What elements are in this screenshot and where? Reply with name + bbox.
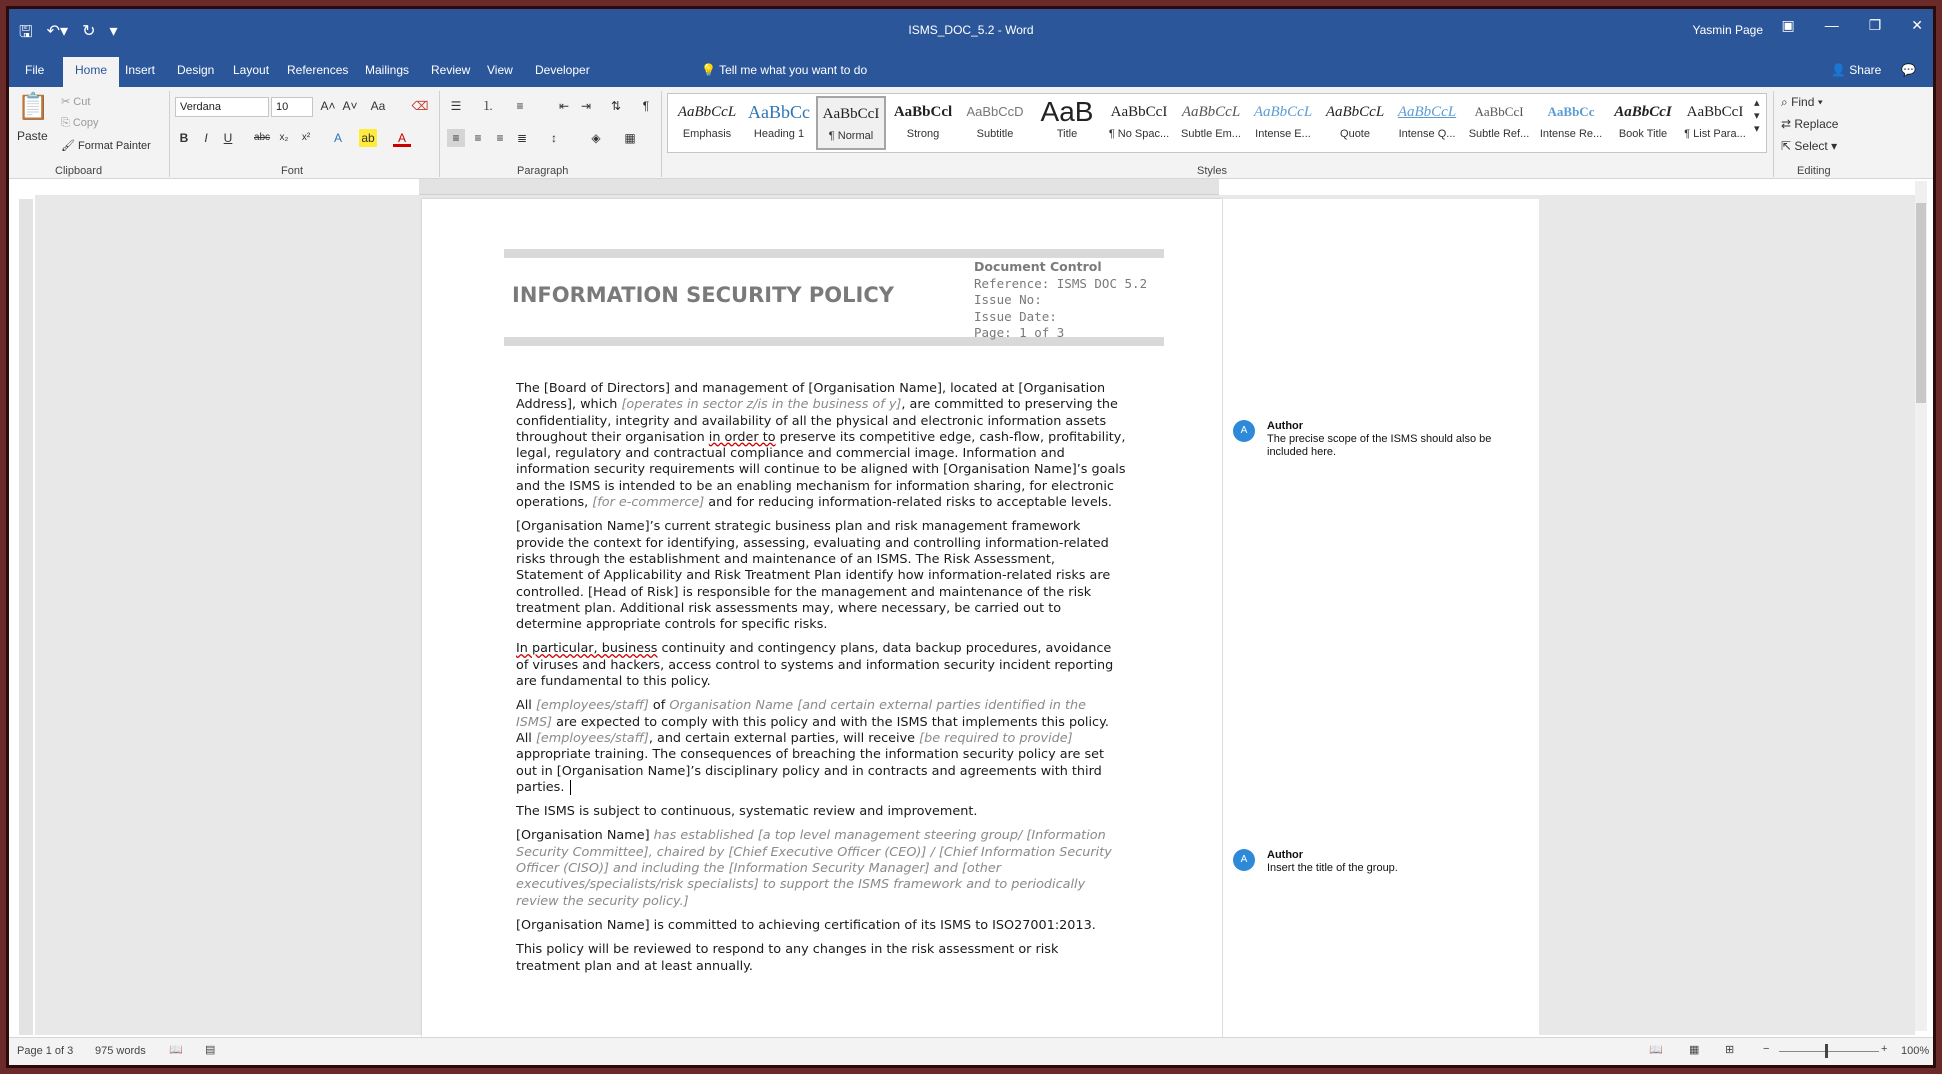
font-color-icon[interactable]: A — [393, 129, 411, 147]
print-layout-icon[interactable]: ▦ — [1689, 1044, 1700, 1056]
reference-line: Reference: ISMS DOC 5.2 — [974, 275, 1148, 291]
justify-icon[interactable]: ≣ — [516, 131, 528, 145]
document-control — [974, 259, 1147, 342]
paragraph: [Organisation Name] has established [a top level management steering group/ [Information Security Committee], chaired by [Chief Executive Officer (CEO)] / [Chief Information Security Officer (CISO)] and including the [Information Security Manager] and [other executives/specialists/risk specialists] to support the ISMS framework and to periodically review the security policy.] — [516, 828, 1112, 909]
change-case-icon[interactable]: Aa — [370, 99, 386, 113]
comments-icon[interactable]: 💬 — [1901, 63, 1916, 77]
style-title[interactable]: AaB Title — [1040, 96, 1094, 140]
italic-icon[interactable]: I — [204, 131, 208, 145]
window-title: ISMS_DOC_5.2 - Word — [908, 23, 1034, 37]
style-normal[interactable]: AaBbCcI ¶ Normal — [816, 96, 886, 150]
grow-font-icon[interactable]: A˄ — [320, 99, 336, 113]
comment-avatar: A — [1233, 420, 1255, 442]
editing-group-label: Editing — [1797, 165, 1831, 177]
paragraph: The ISMS is subject to continuous, systematic review and improvement. — [516, 804, 978, 820]
replace-button[interactable]: ⇄ Replace — [1781, 117, 1839, 131]
document-control-heading: Document Control — [974, 259, 1102, 274]
style-intense-reference[interactable]: AaBbCc Intense Re... — [1539, 104, 1603, 140]
tab-developer[interactable]: Developer — [535, 63, 590, 77]
text-effects-icon[interactable]: A — [333, 131, 342, 145]
line-spacing-icon[interactable]: ↕ — [551, 131, 557, 145]
zoom-out-icon[interactable]: − — [1763, 1043, 1770, 1055]
web-layout-icon[interactable]: ⊞ — [1725, 1044, 1735, 1056]
redo-icon[interactable]: ↻ — [82, 23, 96, 40]
style-intense-emphasis[interactable]: AaBbCcL Intense E... — [1253, 104, 1313, 140]
window-controls — [1781, 17, 1923, 34]
underline-icon[interactable]: U — [223, 131, 233, 145]
copy-icon: ⎘ — [61, 117, 73, 129]
style-intense-quote[interactable]: AaBbCcL Intense Q... — [1397, 104, 1457, 140]
styles-group-label: Styles — [1197, 165, 1227, 177]
customize-qat-icon[interactable]: ▾ — [109, 23, 118, 40]
style-subtitle[interactable]: AaBbCcD Subtitle — [966, 104, 1024, 140]
divider — [169, 91, 170, 177]
scroll-thumb[interactable] — [1916, 203, 1926, 403]
align-left-icon[interactable]: ≡ — [447, 129, 465, 147]
style-list-paragraph[interactable]: AaBbCcI ¶ List Para... — [1684, 104, 1746, 140]
superscript-icon[interactable]: x² — [301, 132, 311, 143]
restore-icon[interactable]: ❐ — [1868, 17, 1882, 33]
header-block — [504, 249, 1164, 349]
divider — [661, 91, 662, 177]
document-body[interactable] — [516, 381, 1126, 983]
scissors-icon: ✂ — [61, 96, 74, 108]
copy-button[interactable]: ⎘ Copy — [61, 117, 99, 129]
clipboard-group-label: Clipboard — [55, 165, 103, 177]
magnifier-icon: ⌕ — [1781, 95, 1792, 109]
divider — [1773, 91, 1774, 177]
macro-icon[interactable]: ▤ — [205, 1044, 216, 1056]
undo-icon[interactable]: ↶▾ — [46, 23, 69, 40]
cut-button[interactable]: ✂ Cut — [61, 96, 91, 108]
lightbulb-icon: 💡 — [701, 63, 720, 77]
font-size-combo[interactable]: 10 — [271, 97, 313, 117]
decrease-indent-icon[interactable]: ⇤ — [558, 99, 570, 113]
increase-indent-icon[interactable]: ⇥ — [580, 99, 592, 113]
word-count[interactable]: 975 words — [95, 1045, 146, 1057]
replace-icon: ⇄ — [1781, 117, 1795, 131]
style-book-title[interactable]: AaBbCcI Book Title — [1614, 104, 1672, 140]
paragraph: This policy will be reviewed to respond to any changes in the risk assessment or risk treatment plan and at least annually. — [516, 942, 1059, 974]
align-center-icon[interactable]: ≡ — [474, 131, 482, 145]
zoom-level[interactable]: 100% — [1901, 1045, 1930, 1057]
show-formatting-icon[interactable]: ¶ — [642, 99, 650, 113]
document-page[interactable] — [422, 199, 1222, 1049]
tab-file[interactable]: File — [25, 63, 45, 77]
minimize-icon[interactable]: — — [1824, 17, 1839, 33]
comment-author: Author — [1267, 849, 1304, 861]
paste-button[interactable]: Paste — [17, 129, 48, 143]
tab-review[interactable]: Review — [431, 63, 471, 77]
comment-body — [1267, 849, 1517, 875]
font-group-label: Font — [281, 165, 304, 177]
strikethrough-icon[interactable]: abc — [253, 132, 271, 143]
style-subtle-emphasis[interactable]: AaBbCcL Subtle Em... — [1181, 104, 1241, 140]
tab-view[interactable]: View — [487, 63, 513, 77]
person-icon: 👤 — [1831, 63, 1850, 77]
tab-insert[interactable]: Insert — [125, 63, 156, 77]
issue-no-line: Issue No: — [974, 292, 1042, 307]
tell-me-box[interactable]: 💡 Tell me what you want to do — [701, 63, 868, 77]
close-icon[interactable]: ✕ — [1911, 17, 1923, 33]
gallery-scroll-icon[interactable]: ▴ ▾ ▾ — [1754, 97, 1760, 135]
format-painter-button[interactable]: 🖌 Format Painter — [61, 140, 151, 152]
select-button[interactable]: ⇱ Select ▾ — [1781, 139, 1838, 153]
page-count[interactable]: Page 1 of 3 — [17, 1045, 74, 1057]
numbering-icon[interactable]: ⒈ — [481, 99, 494, 113]
borders-icon[interactable]: ▦ — [624, 131, 636, 145]
comment-body — [1267, 420, 1517, 459]
vertical-scrollbar[interactable] — [1915, 181, 1927, 1031]
tab-mailings[interactable]: Mailings — [365, 63, 410, 77]
shading-icon[interactable]: ◈ — [591, 131, 601, 145]
style-emphasis[interactable]: AaBbCcL Emphasis — [677, 104, 737, 140]
paragraph: In particular, business continuity and contingency plans, data backup procedures, avoidance of viruses and hackers, access control to systems and information security incident reporting are fundamental to this policy. — [516, 641, 1114, 690]
shrink-font-icon[interactable]: A˅ — [342, 99, 358, 113]
ribbon-home — [9, 87, 1933, 179]
proofing-icon[interactable]: 📖 — [169, 1044, 183, 1056]
vertical-ruler[interactable] — [19, 199, 33, 1035]
cursor-icon: ⇱ — [1781, 139, 1795, 153]
status-bar — [9, 1037, 1933, 1065]
styles-gallery — [667, 93, 1767, 153]
read-mode-icon[interactable]: 📖 — [1649, 1044, 1663, 1056]
zoom-in-icon[interactable]: + — [1881, 1043, 1888, 1055]
brush-icon: 🖌 — [61, 140, 79, 152]
font-name-combo[interactable]: Verdana — [175, 97, 269, 117]
style-no-spacing[interactable]: AaBbCcI ¶ No Spac... — [1108, 104, 1170, 140]
word-window — [6, 6, 1936, 1068]
horizontal-ruler[interactable] — [419, 179, 1219, 195]
style-heading-1[interactable]: AaBbCc Heading 1 — [748, 102, 810, 140]
paste-icon[interactable]: 📋 — [17, 91, 50, 121]
paragraph-group-label: Paragraph — [517, 165, 569, 177]
paragraph: [Organisation Name]’s current strategic business plan and risk management framework provide the context for identifying, assessing, evaluating and controlling information-related risks through the establishment and maintenance of an ISMS. The Risk Assessment, Statement of Applicability and Risk Treatment Plan identify how information-related risks are controlled. [Head of Risk] is responsible for the management and maintenance of the risk treatment plan. Additional risk assessments may, where necessary, be carried out to determine appropriate controls for specific risks. — [516, 519, 1111, 633]
paragraph: [Organisation Name] is committed to achieving certification of its ISMS to ISO27001:2013. — [516, 917, 1096, 933]
tab-design[interactable]: Design — [177, 63, 215, 77]
sort-icon[interactable]: ⇅ — [610, 99, 622, 113]
ribbon-display-icon[interactable]: ▣ — [1781, 17, 1795, 33]
style-strong[interactable]: AaBbCcl Strong — [893, 104, 953, 140]
comment-avatar: A — [1233, 849, 1255, 871]
divider — [439, 91, 440, 177]
clear-formatting-icon[interactable]: ⌫ — [411, 99, 429, 113]
zoom-slider-thumb[interactable] — [1825, 1044, 1828, 1058]
comment-text: The precise scope of the ISMS should also be included here. — [1267, 433, 1492, 458]
find-button[interactable]: ⌕ Find ▾ — [1781, 95, 1823, 109]
text-cursor — [570, 780, 571, 795]
share-button[interactable]: 👤 Share — [1831, 63, 1882, 77]
user-name[interactable]: Yasmin Page — [1692, 23, 1763, 37]
comment-text: Insert the title of the group. — [1267, 862, 1398, 874]
multilevel-list-icon[interactable]: ≡ — [516, 99, 524, 113]
comments-pane — [1222, 199, 1539, 1049]
highlight-icon[interactable]: ab — [359, 129, 377, 147]
header-rule — [504, 249, 1164, 258]
policy-title: INFORMATION SECURITY POLICY — [512, 283, 894, 307]
style-subtle-reference[interactable]: AaBbCcI Subtle Ref... — [1468, 104, 1530, 140]
comment-author: Author — [1267, 420, 1304, 432]
tab-home[interactable]: Home — [63, 57, 119, 87]
align-right-icon[interactable]: ≡ — [496, 131, 504, 145]
style-quote[interactable]: AaBbCcL Quote — [1325, 104, 1385, 140]
save-icon[interactable]: 🖫 — [19, 24, 33, 41]
zoom-slider[interactable] — [1779, 1051, 1879, 1052]
ribbon-tabs — [9, 47, 1933, 87]
tab-references[interactable]: References — [287, 63, 349, 77]
paragraph: The [Board of Directors] and management of [Organisation Name], located at [Organisation Address], which [operates in sector z/is in the business of y], are committed to preserving the confidentiality, integrity and availability of all the physical and electronic information assets throughout their organisation in order to preserve its competitive edge, cash-flow, profitability, legal, regulatory and contractual compliance and commercial image. Information and information security requirements will continue to be aligned with [Organisation Name]’s goals and the ISMS is intended to be an enabling mechanism for information sharing, for electronic operations, [for e-commerce] and for reducing information-related risks to acceptable levels. — [516, 381, 1126, 511]
tab-layout[interactable]: Layout — [233, 63, 270, 77]
bold-icon[interactable]: B — [179, 131, 189, 145]
issue-date-line: Issue Date: — [974, 308, 1057, 324]
paragraph: All [employees/staff] of Organisation Name [and certain external parties identified in the ISMS] are expected to comply with this policy and with the ISMS that implements this policy. All [employees/staff], and certain external parties, will receive [be required to provide] appropriate training. The consequences of breaching the information security policy are set out in [Organisation Name]’s disciplinary policy and in contracts and agreements with third parties. — [516, 698, 1109, 795]
bullets-icon[interactable]: ☰ — [450, 99, 462, 113]
subscript-icon[interactable]: x₂ — [279, 132, 289, 143]
page-line: Page: 1 of 3 — [974, 325, 1065, 340]
